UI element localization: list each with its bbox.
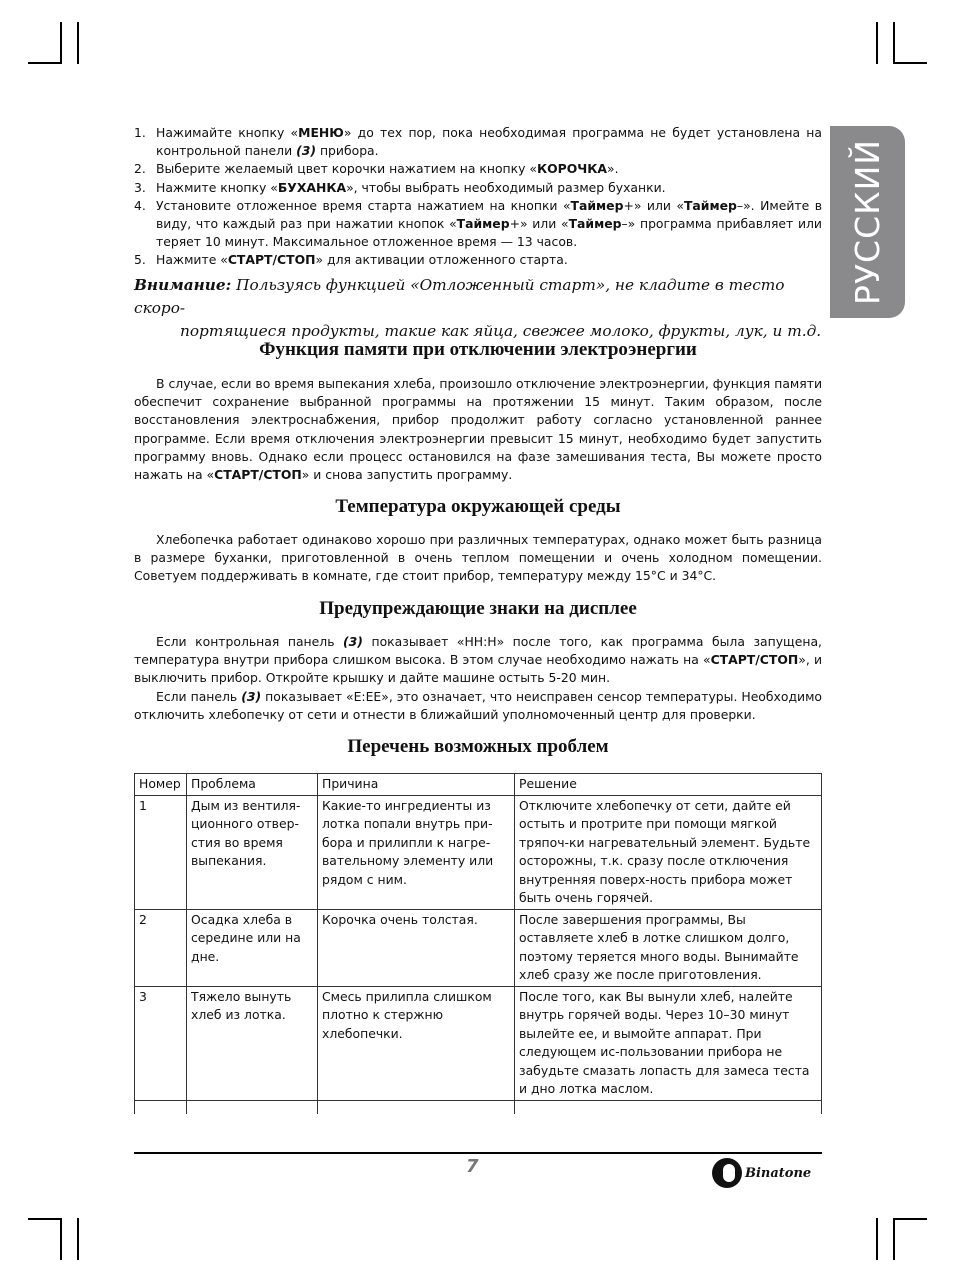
- section-title-ambient-temperature: Температура окружающей среды: [335, 496, 621, 517]
- warning-text: Пользуясь функцией «Отложенный старт», не кладите в тесто скоро-: [134, 276, 785, 317]
- language-tab-label: РУССКИЙ: [848, 139, 887, 305]
- crop-mark: [876, 22, 878, 64]
- crop-mark: [893, 62, 927, 64]
- step-number: 3.: [134, 179, 146, 195]
- crop-mark: [893, 22, 895, 64]
- cell-solution: После того, как Вы вынули хлеб, налейте внутрь горячей воды. Через 10–30 минут вылейте ее, и вымойте аппарат. При следующем ис-пользовании прибора не забудьте смазать лопасть для замеса теста и дно лотка маслом.: [515, 986, 822, 1100]
- footer-rule: [134, 1152, 822, 1154]
- crop-mark: [28, 1218, 62, 1220]
- cell-problem: Тяжело вынуть хлеб из лотка.: [187, 986, 318, 1100]
- table-row: [135, 986, 822, 1100]
- table-row: [135, 909, 822, 986]
- section-title-troubleshooting: Перечень возможных проблем: [347, 736, 609, 757]
- cell-problem: Дым из вентиля-ционного отвер-стия во время выпекания.: [187, 795, 318, 909]
- cell-solution: Отключите хлебопечку от сети, дайте ей остыть и протрите при помощи мягкой тряпоч-ки нагревательный элемент. Будьте осторожны, т.к. сразу после отключения внутренняя поверх-ность прибора может быть очень горячей.: [515, 795, 822, 909]
- step-item: 2. Выберите желаемый цвет корочки нажатием на кнопку «КОРОЧКА».: [134, 160, 822, 178]
- cell-cause: Корочка очень толстая.: [318, 909, 515, 986]
- cell-solution: [515, 1100, 822, 1114]
- section-title-power-memory: Функция памяти при отключении электроэнергии: [259, 339, 697, 360]
- column-header-number: Номер: [135, 774, 187, 796]
- warning-note: [134, 274, 824, 343]
- cell-solution: После завершения программы, Вы оставляете хлеб в лотке слишком долго, поэтому теряется много воды. Вынимайте хлеб сразу же после приготовления.: [515, 909, 822, 986]
- column-header-solution: Решение: [515, 774, 822, 796]
- cell-number: 1: [135, 795, 187, 909]
- step-number: 2.: [134, 161, 146, 177]
- step-number: 4.: [134, 197, 146, 213]
- section-title-display-warnings: Предупреждающие знаки на дисплее: [319, 598, 637, 619]
- crop-mark: [60, 22, 62, 64]
- warning-text: портящиеся продукты, такие как яйца, свежее молоко, фрукты, лук, и т.д.: [180, 322, 822, 340]
- cell-cause: Смесь прилипла слишком плотно к стержню хлебопечки.: [318, 986, 515, 1100]
- cell-number: 3: [135, 986, 187, 1100]
- language-tab: [830, 126, 905, 318]
- crop-mark: [893, 1218, 927, 1220]
- cell-problem: [187, 1100, 318, 1114]
- cell-number: 2: [135, 909, 187, 986]
- cell-number: [135, 1100, 187, 1114]
- section-text-power-memory: В случае, если во время выпекания хлеба, произошло отключение электроэнергии, функция памяти обеспечит сохранение выбранной программы на протяжении 15 минут. Таким образом, после восстановления электроснабжения, прибор продолжит работу согласно установленной раннее программе. Если время отключения электроэнергии превысит 15 минут, необходимо будет запустить программу вновь. Однако если процесс остановился на фазе замешивания теста, Вы можете просто нажать на «СТАРТ/СТОП» и снова запустить программу.: [134, 376, 822, 483]
- column-header-problem: Проблема: [187, 774, 318, 796]
- section-text-ambient-temperature: Хлебопечка работает одинаково хорошо при различных температурах, однако может быть разница в размере буханки, приготовленной в очень теплом помещении и очень холодном помещении. Советуем поддерживать в комнате, где стоит прибор, температуру между 15°C и 34°C.: [134, 532, 822, 584]
- crop-mark: [77, 22, 79, 64]
- step-item: 4. Установите отложенное время старта нажатием на кнопки «Таймер+» или «Таймер–». Имейте в виду, что каждый раз при нажатии кнопок «Таймер+» или «Таймер–» программа прибавляет или теряет 10 минут. Максимальное отложенное время — 13 часов.: [134, 197, 822, 250]
- warning-label: Внимание:: [134, 276, 232, 294]
- crop-mark: [893, 1218, 895, 1260]
- cell-problem: Осадка хлеба в середине или на дне.: [187, 909, 318, 986]
- step-item: 5. Нажмите «СТАРТ/СТОП» для активации отложенного старта.: [134, 251, 822, 269]
- cell-cause: Какие-то ингредиенты из лотка попали внутрь при-бора и прилипли к нагре-вательному элементу или рядом с ним.: [318, 795, 515, 909]
- step-item: 3. Нажмите кнопку «БУХАНКА», чтобы выбрать необходимый размер буханки.: [134, 179, 822, 197]
- section-text-display-warnings: Если контрольная панель (3) показывает «HH:H» после того, как программа была запущена, температура внутри прибора слишком высока. В этом случае необходимо нажать на «СТАРТ/СТОП», и выключить прибор. Откройте крышку и дайте машине остыть 5-20 мин. Если панель (3) показывает «E:EE», это означает, что неисправен сенсор температуры. Необходимо отключить хлебопечку от сети и отнести в ближайший уполномоченный центр для проверки.: [134, 634, 822, 722]
- step-item: 1. Нажимайте кнопку «МЕНЮ» до тех пор, пока необходимая программа не будет установлена на контрольной панели (3) прибора.: [134, 125, 822, 159]
- troubleshooting-table: [134, 773, 822, 1114]
- brand-name: Binatone: [745, 1165, 812, 1181]
- crop-mark: [28, 62, 62, 64]
- step-number: 1.: [134, 125, 146, 140]
- page-number: 7: [466, 1156, 479, 1177]
- table-header-row: [135, 774, 822, 796]
- brand-logo: [712, 1158, 811, 1188]
- step-number: 5.: [134, 252, 146, 268]
- crop-mark: [77, 1218, 79, 1260]
- table-row: [135, 1100, 822, 1114]
- column-header-cause: Причина: [318, 774, 515, 796]
- brand-logo-icon: [712, 1158, 742, 1188]
- instruction-steps: [134, 124, 822, 270]
- cell-cause: [318, 1100, 515, 1114]
- table-row: [135, 795, 822, 909]
- crop-mark: [60, 1218, 62, 1260]
- crop-mark: [876, 1218, 878, 1260]
